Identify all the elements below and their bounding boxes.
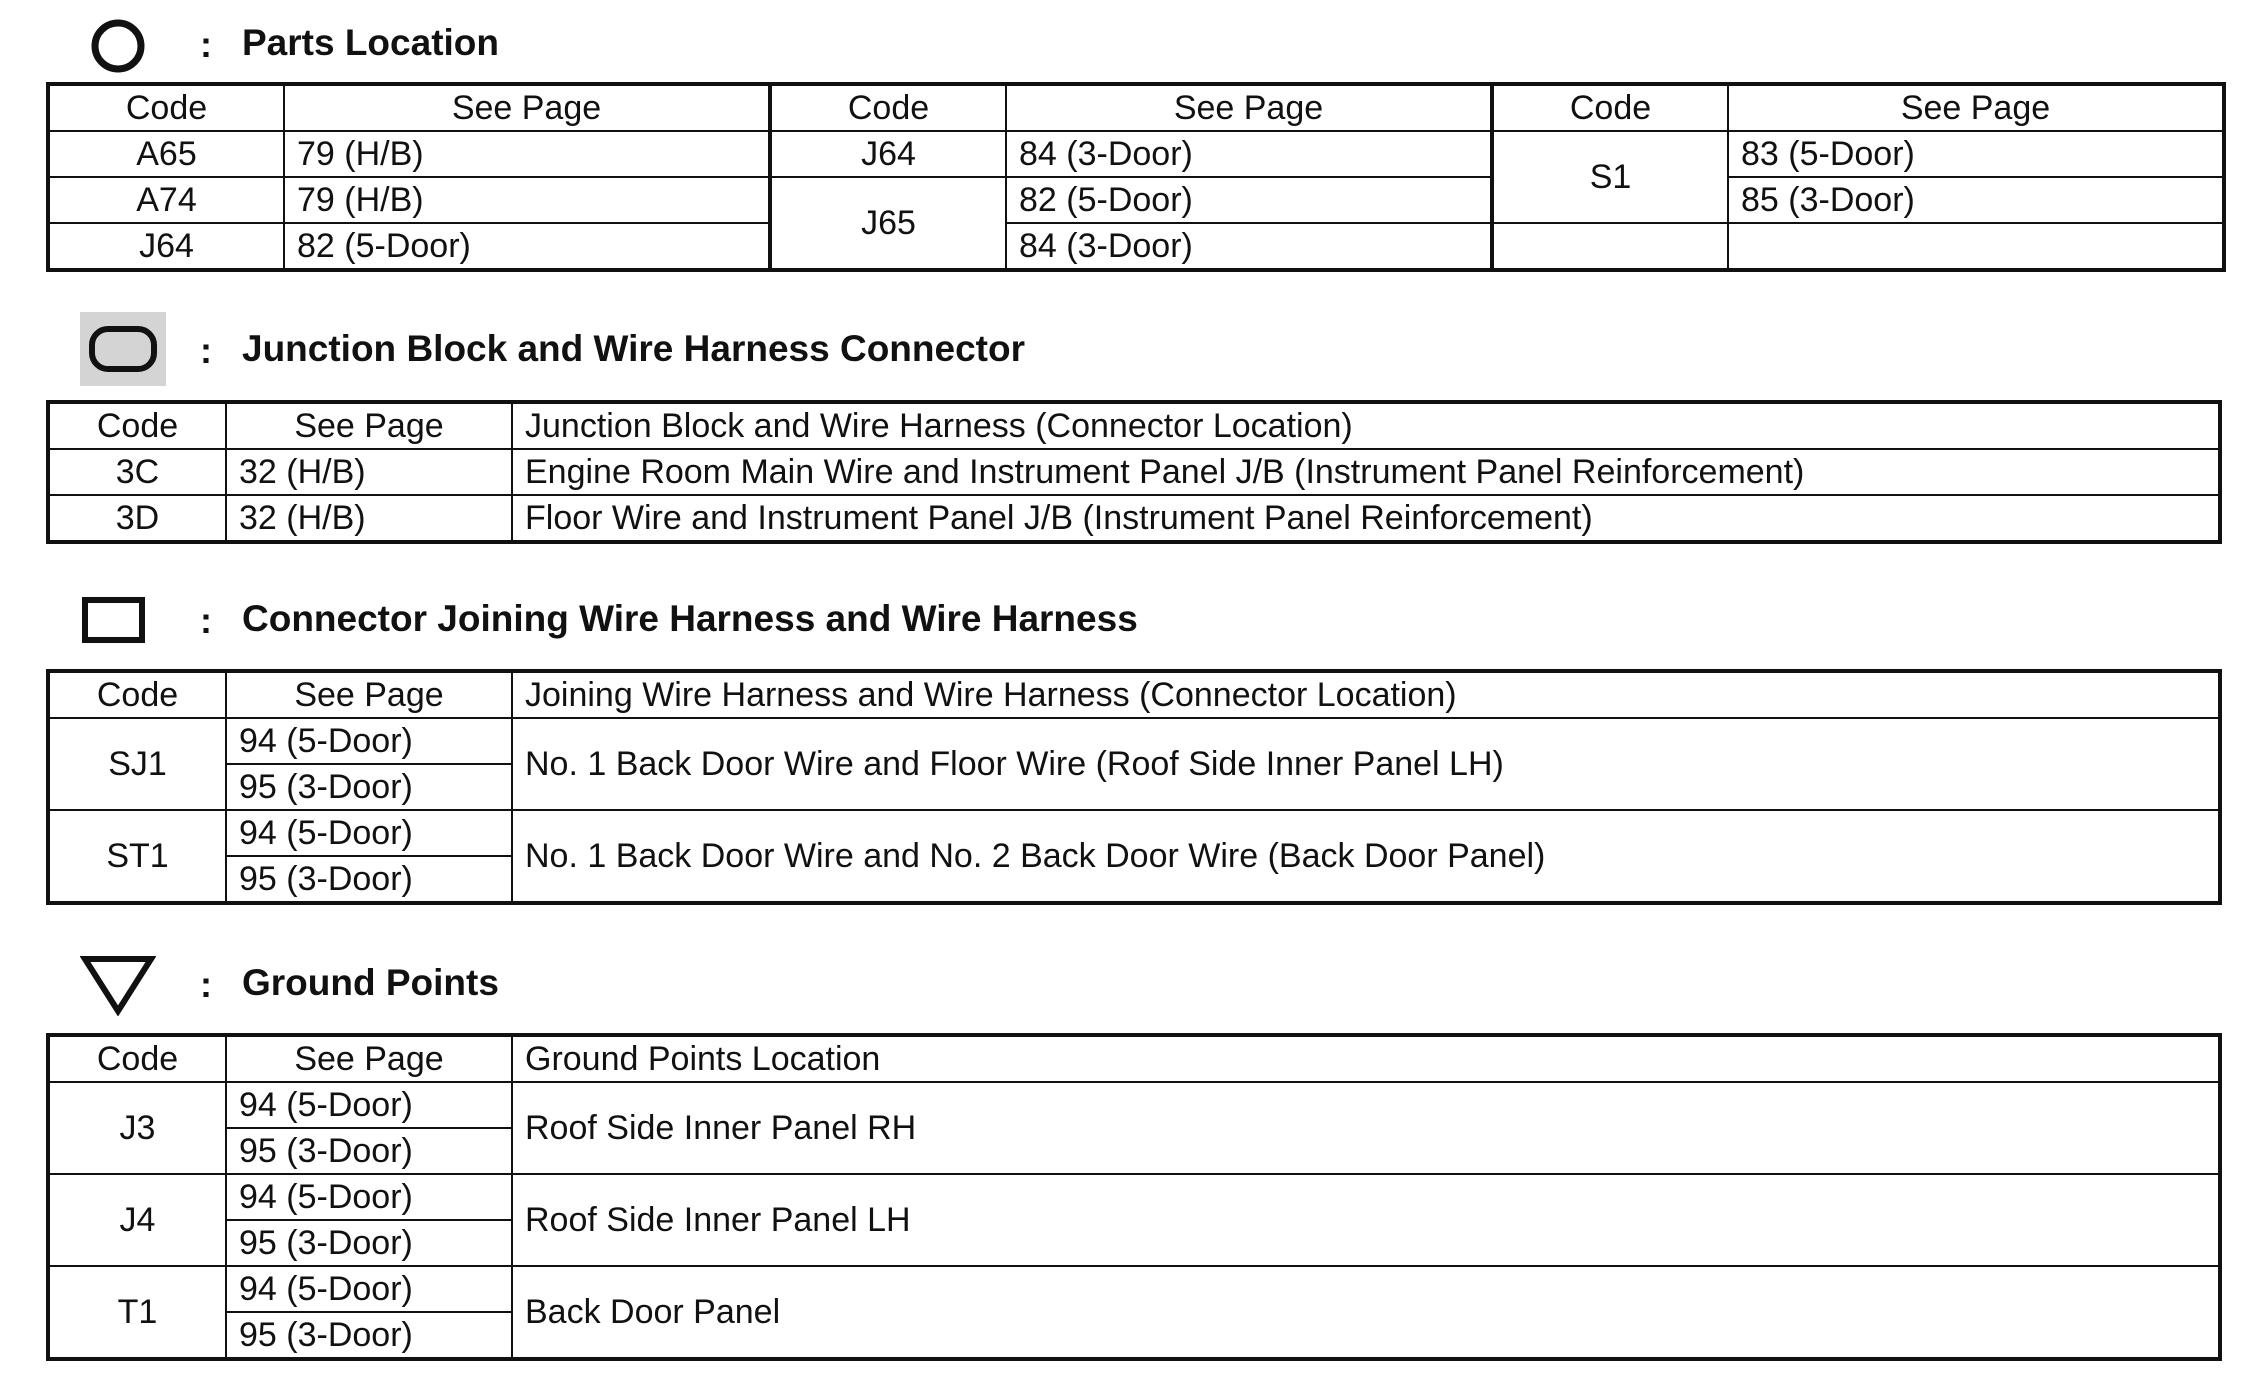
location-cell: Roof Side Inner Panel RH [512,1082,2220,1174]
header-see-page: See Page [1728,84,2224,131]
page-cell: 94 (5-Door) [226,1082,512,1128]
page-cell: 95 (3-Door) [226,856,512,903]
page-cell: 83 (5-Door) [1728,131,2224,177]
page-cell: 94 (5-Door) [226,810,512,856]
page-cell: 82 (5-Door) [284,223,770,270]
page-cell: 85 (3-Door) [1728,177,2224,223]
header-location: Ground Points Location [512,1035,2220,1082]
parts-location-header [0,16,2244,76]
code-cell: T1 [48,1266,226,1359]
code-cell: J65 [770,177,1006,270]
section-title: Junction Block and Wire Harness Connector [242,328,1025,369]
rectangle-icon [82,596,146,646]
page-cell: 94 (5-Door) [226,718,512,764]
page-cell: 32 (H/B) [226,449,512,495]
table-row [48,223,2224,270]
parts-location-table [46,82,2226,272]
code-cell: J64 [48,223,284,270]
page-cell: 84 (3-Door) [1006,131,1492,177]
table-row [48,810,2220,856]
page-cell: 32 (H/B) [226,495,512,542]
table-row [48,1266,2220,1312]
code-cell: A74 [48,177,284,223]
down-triangle-icon [80,954,156,1016]
page-cell: 95 (3-Door) [226,1312,512,1359]
location-cell: No. 1 Back Door Wire and Floor Wire (Roof Side Inner Panel LH) [512,718,2220,810]
table-header-row [48,671,2220,718]
location-cell: Back Door Panel [512,1266,2220,1359]
header-see-page: See Page [1006,84,1492,131]
page-cell: 95 (3-Door) [226,1220,512,1266]
table-row [48,1174,2220,1220]
page-cell: 82 (5-Door) [1006,177,1492,223]
header-location: Junction Block and Wire Harness (Connector Location) [512,402,2220,449]
code-cell: J3 [48,1082,226,1174]
table-row [48,1082,2220,1128]
colon: : [200,964,212,1005]
junction-block-header [0,312,2244,372]
section-title: Parts Location [242,22,499,63]
location-cell: Engine Room Main Wire and Instrument Panel J/B (Instrument Panel Reinforcement) [512,449,2220,495]
table-row [48,131,2224,177]
empty-cell [1492,223,1728,270]
code-cell: J4 [48,1174,226,1266]
page-cell: 95 (3-Door) [226,764,512,810]
colon: : [200,330,212,371]
header-see-page: See Page [226,402,512,449]
location-cell: No. 1 Back Door Wire and No. 2 Back Door Wire (Back Door Panel) [512,810,2220,903]
empty-cell [1728,223,2224,270]
header-see-page: See Page [226,671,512,718]
ground-points-table [46,1033,2222,1361]
header-code: Code [770,84,1006,131]
header-see-page: See Page [226,1035,512,1082]
table-header-row [48,84,2224,131]
page-cell: 79 (H/B) [284,177,770,223]
page-cell: 94 (5-Door) [226,1266,512,1312]
page-cell: 95 (3-Door) [226,1128,512,1174]
code-cell: S1 [1492,131,1728,223]
header-code: Code [48,671,226,718]
code-cell: ST1 [48,810,226,903]
header-code: Code [48,84,284,131]
page-cell: 94 (5-Door) [226,1174,512,1220]
table-row [48,449,2220,495]
table-row [48,718,2220,764]
header-code: Code [48,402,226,449]
code-cell: J64 [770,131,1006,177]
table-header-row [48,402,2220,449]
colon: : [200,24,212,65]
code-cell: 3C [48,449,226,495]
location-cell: Roof Side Inner Panel LH [512,1174,2220,1266]
rounded-rect-icon [80,312,166,386]
circle-icon [90,18,146,74]
ground-points-header [0,954,2244,1014]
connector-joining-header [0,590,2244,650]
header-code: Code [1492,84,1728,131]
header-see-page: See Page [284,84,770,131]
page-cell: 79 (H/B) [284,131,770,177]
table-header-row [48,1035,2220,1082]
header-code: Code [48,1035,226,1082]
page-cell: 84 (3-Door) [1006,223,1492,270]
code-cell: SJ1 [48,718,226,810]
header-location: Joining Wire Harness and Wire Harness (Connector Location) [512,671,2220,718]
connector-joining-table [46,669,2222,905]
junction-block-table [46,400,2222,544]
code-cell: A65 [48,131,284,177]
section-title: Ground Points [242,962,499,1003]
section-title: Connector Joining Wire Harness and Wire Harness [242,598,1138,639]
location-cell: Floor Wire and Instrument Panel J/B (Instrument Panel Reinforcement) [512,495,2220,542]
table-row [48,495,2220,542]
table-row [48,177,2224,223]
code-cell: 3D [48,495,226,542]
colon: : [200,600,212,641]
